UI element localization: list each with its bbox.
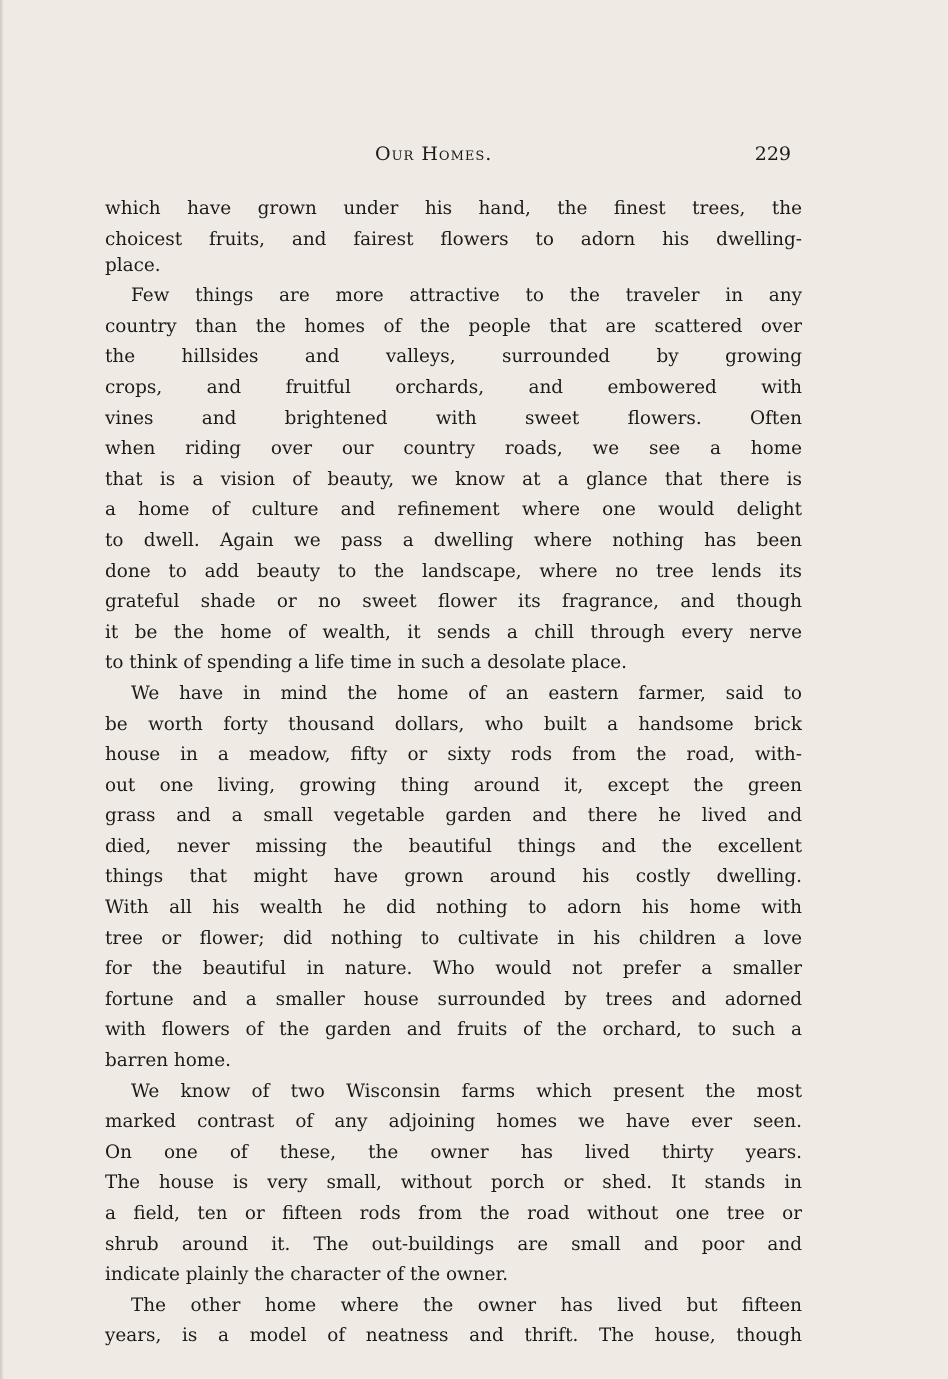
text-line: vines and brightened with sweet flowers. Often <box>105 407 802 429</box>
text-line: died, never missing the beautiful things and the excellent <box>105 835 802 857</box>
text-line: grass and a small vegetable garden and there he lived and <box>105 805 802 827</box>
text-line: barren home. <box>105 1050 231 1072</box>
text-line: to dwell. Again we pass a dwelling where nothing has been <box>105 529 802 551</box>
page-binding-edge <box>0 0 4 1379</box>
text-line: house in a meadow, fifty or sixty rods from the road, with- <box>105 744 802 766</box>
text-line: out one living, growing thing around it, except the green <box>105 774 802 796</box>
text-line: fortune and a smaller house surrounded by trees and adorned <box>105 988 802 1010</box>
page-number: 229 <box>754 143 791 165</box>
running-title: Our Homes. <box>375 143 493 165</box>
text-line: With all his wealth he did nothing to adorn his home with <box>105 897 802 919</box>
text-line: country than the homes of the people that are scattered over <box>105 315 802 337</box>
text-line: On one of these, the owner has lived thirty years. <box>105 1141 802 1163</box>
paragraph-2 <box>105 281 802 679</box>
text-line: tree or flower; did nothing to cultivate in his children a love <box>105 927 802 949</box>
text-line: that is a vision of beauty, we know at a glance that there is <box>105 468 802 490</box>
text-line: Few things are more attractive to the traveler in any <box>131 285 802 307</box>
text-line: when riding over our country roads, we see a home <box>105 438 802 460</box>
text-line: a home of culture and refinement where one would delight <box>105 499 802 521</box>
text-line: indicate plainly the character of the owner. <box>105 1264 509 1286</box>
text-line: which have grown under his hand, the finest trees, the <box>105 198 802 219</box>
paragraph-4 <box>105 1077 802 1291</box>
paragraph-3 <box>105 679 802 1077</box>
paragraph-5 <box>105 1291 802 1352</box>
text-line: We have in mind the home of an eastern farmer, said to <box>131 682 802 704</box>
text-line: The other home where the owner has lived but fifteen <box>131 1294 802 1316</box>
page-header <box>105 143 795 169</box>
text-line: done to add beauty to the landscape, where no tree lends its <box>105 560 802 582</box>
text-line: shrub around it. The out-buildings are small and poor and <box>105 1233 802 1255</box>
text-line: place. <box>105 254 161 276</box>
text-line: for the beautiful in nature. Who would not prefer a smaller <box>105 958 802 980</box>
text-line: be worth forty thousand dollars, who built a handsome brick <box>105 713 802 735</box>
text-line: the hillsides and valleys, surrounded by growing <box>105 346 802 368</box>
text-line: We know of two Wisconsin farms which present the most <box>131 1080 802 1102</box>
text-line: grateful shade or no sweet flower its fragrance, and though <box>105 591 802 613</box>
body-text <box>105 194 802 1352</box>
text-line: with flowers of the garden and fruits of the orchard, to such a <box>105 1019 802 1041</box>
text-line: to think of spending a life time in such a desolate place. <box>105 652 628 674</box>
text-line: crops, and fruitful orchards, and embowered with <box>105 376 802 398</box>
text-line: The house is very small, without porch or shed. It stands in <box>105 1172 802 1194</box>
text-line: years, is a model of neatness and thrift. The house, though <box>105 1325 802 1347</box>
text-line: choicest fruits, and fairest flowers to adorn his dwelling- <box>105 228 802 250</box>
text-line: it be the home of wealth, it sends a chill through every nerve <box>105 621 802 643</box>
text-line: marked contrast of any adjoining homes we have ever seen. <box>105 1111 802 1133</box>
text-line: a field, ten or fifteen rods from the road without one tree or <box>105 1203 802 1224</box>
text-line: things that might have grown around his costly dwelling. <box>105 866 802 888</box>
paragraph-1 <box>105 194 802 281</box>
